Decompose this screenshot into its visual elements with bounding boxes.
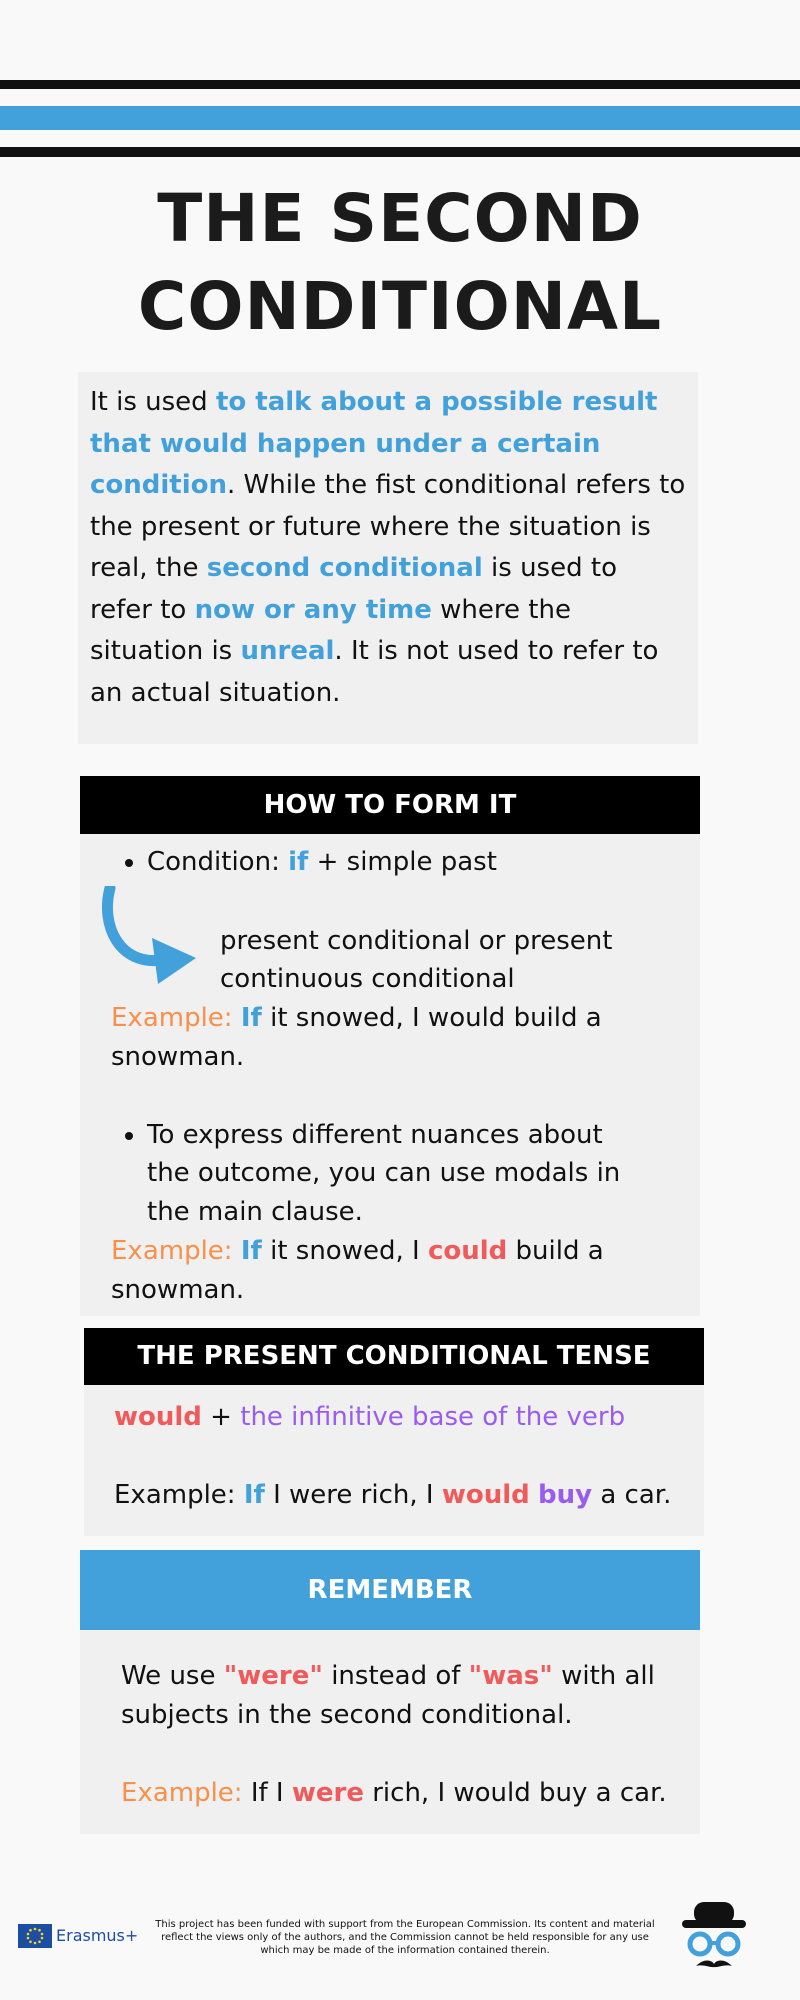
- condition-if: if: [288, 847, 309, 877]
- present-conditional-header: THE PRESENT CONDITIONAL TENSE: [84, 1328, 704, 1385]
- modals-bullet-line-2: the outcome, you can use modals in: [147, 1158, 621, 1188]
- example-2-line-1: [111, 1232, 604, 1270]
- formula-plus: +: [201, 1402, 241, 1432]
- remember-line-2: subjects in the second conditional.: [121, 1700, 573, 1730]
- pc-example-label: Example:: [114, 1480, 244, 1510]
- intro-text-1: It is used: [90, 387, 216, 417]
- present-conditional-example: [114, 1476, 671, 1514]
- remember-text-c: with all: [552, 1661, 655, 1691]
- how-to-form-header: HOW TO FORM IT: [80, 776, 700, 834]
- remember-was: "was": [468, 1661, 553, 1691]
- pc-example-would: would: [441, 1480, 530, 1510]
- example-2-modal: could: [427, 1236, 508, 1266]
- condition-label: Condition:: [147, 847, 289, 877]
- example-1-rest: it snowed, I would build a: [261, 1003, 602, 1033]
- remember-were: "were": [223, 1661, 323, 1691]
- remember-example: [121, 1774, 667, 1812]
- page-title-line2: CONDITIONAL: [137, 268, 663, 345]
- intro-text-3: is used to refer to: [90, 553, 617, 625]
- example-2-line-2: snowman.: [111, 1275, 245, 1305]
- example-1-line-2: snowman.: [111, 1042, 245, 1072]
- remember-example-a: If I: [250, 1778, 292, 1808]
- intro-text-4: where the situation is: [90, 594, 571, 666]
- example-1-if: If: [240, 1003, 262, 1033]
- pc-example-if: If: [243, 1480, 265, 1510]
- erasmus-label: Erasmus+: [56, 1926, 139, 1945]
- eu-flag-icon: [18, 1924, 52, 1948]
- example-1-line-1: [111, 999, 602, 1037]
- top-black-stripe: [0, 80, 800, 89]
- page-title-line1: THE SECOND: [157, 180, 643, 257]
- remember-line-1: [121, 1657, 655, 1695]
- funding-disclaimer: This project has been funded with support from the European Commission. Its content and material reflect the views only of the authors, and the Commission cannot be held responsible for any use which may be made of the information contained therein.: [155, 1919, 655, 1956]
- remember-text-b: instead of: [322, 1661, 469, 1691]
- intro-text-2: . While the fist conditional refers to the present or future where the situation is real, the: [90, 470, 686, 583]
- intro-text-5: . It is not used to refer to an actual situation.: [90, 636, 659, 708]
- intro-highlight-4: unreal: [240, 636, 335, 666]
- modals-bullet-line-3: the main clause.: [147, 1197, 363, 1227]
- pc-example-rest: a car.: [592, 1480, 672, 1510]
- condition-rest: + simple past: [308, 847, 497, 877]
- lower-black-stripe: [0, 147, 800, 157]
- mascot-glasses-hat-icon: [676, 1900, 752, 1976]
- pc-example-mid: I were rich, I: [264, 1480, 442, 1510]
- curved-arrow-icon: [100, 886, 200, 986]
- formula-line: [114, 1398, 625, 1436]
- formula-would: would: [114, 1402, 202, 1432]
- intro-highlight-3: now or any time: [194, 594, 432, 625]
- example-1-label: Example:: [111, 1003, 241, 1033]
- example-2-rest: build a: [507, 1236, 604, 1266]
- example-2-mid: it snowed, I: [261, 1236, 428, 1266]
- intro-highlight-2: second conditional: [206, 553, 483, 583]
- top-blue-stripe: [0, 106, 800, 130]
- remember-example-b: rich, I would buy a car.: [363, 1778, 667, 1808]
- intro-paragraph: [78, 372, 698, 744]
- modals-bullet-line-1: To express different nuances about: [147, 1116, 603, 1154]
- condition-bullet: [147, 843, 497, 881]
- result-line-1: present conditional or present: [220, 926, 613, 956]
- remember-text-a: We use: [121, 1661, 224, 1691]
- example-2-label: Example:: [111, 1236, 241, 1266]
- remember-header: REMEMBER: [80, 1550, 700, 1630]
- pc-example-buy: buy: [538, 1480, 593, 1510]
- result-line-2: continuous conditional: [220, 964, 515, 994]
- intro-highlight-1: to talk about a possible result that would happen under a certain condition: [90, 387, 658, 500]
- example-2-if: If: [240, 1236, 262, 1266]
- remember-example-label: Example:: [121, 1778, 251, 1808]
- page-title: [0, 175, 800, 351]
- formula-base: the infinitive base of the verb: [240, 1402, 626, 1432]
- remember-example-were: were: [291, 1778, 364, 1808]
